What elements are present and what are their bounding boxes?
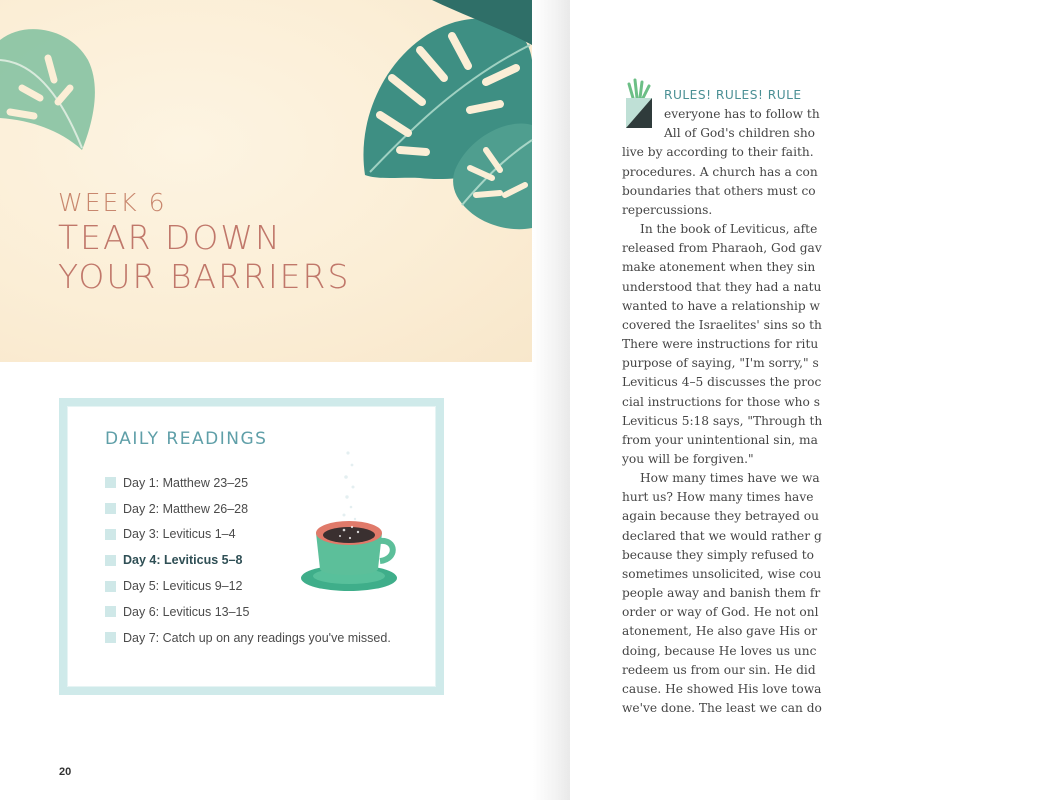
text-line: understood that they had a natu xyxy=(622,279,822,294)
text-line: live by according to their faith. xyxy=(622,145,814,160)
checkbox-icon[interactable] xyxy=(105,555,116,566)
page-number: 20 xyxy=(59,766,72,778)
text-line: procedures. A church has a con xyxy=(622,164,818,179)
reading-label: Day 4: Leviticus 5–8 xyxy=(123,553,243,568)
daily-readings-heading: DAILY READINGS xyxy=(105,429,268,449)
reading-label: Day 2: Matthew 26–28 xyxy=(123,501,249,516)
text-line: everyone has to follow th xyxy=(664,107,820,122)
reading-label: Day 6: Leviticus 13–15 xyxy=(123,604,250,619)
text-line: cial instructions for those who s xyxy=(622,394,820,409)
text-line: we've done. The least we can do xyxy=(622,701,822,715)
text-line: cause. He showed His love towa xyxy=(622,681,822,696)
reading-item-day-6 xyxy=(105,599,391,625)
week-title-line-1: TEAR DOWN xyxy=(58,218,282,257)
text-line: atonement, He also gave His or xyxy=(622,624,818,639)
reading-label: Day 3: Leviticus 1–4 xyxy=(123,527,236,542)
text-line: boundaries that others must co xyxy=(622,183,816,198)
reading-item-day-7 xyxy=(105,625,391,651)
body-text xyxy=(622,86,1042,718)
week-label: WEEK 6 xyxy=(58,188,167,217)
text-line: you will be forgiven." xyxy=(622,451,754,466)
hero-banner xyxy=(0,0,532,362)
reading-label: Day 5: Leviticus 9–12 xyxy=(123,579,243,594)
daily-readings-box xyxy=(59,398,444,695)
reading-label: Day 7: Catch up on any readings you've missed. xyxy=(123,630,391,645)
checkbox-icon[interactable] xyxy=(105,581,116,592)
text-line: Leviticus 5:18 says, "Through th xyxy=(622,413,823,428)
text-line: order or way of God. He not onl xyxy=(622,605,819,620)
text-line: repercussions. xyxy=(622,202,713,217)
leaf-top-left xyxy=(0,29,95,150)
text-line: because they simply refused to xyxy=(622,547,814,562)
checkbox-icon[interactable] xyxy=(105,477,116,488)
week-title-line-2: YOUR BARRIERS xyxy=(58,257,351,296)
text-line: wanted to have a relationship w xyxy=(622,298,820,313)
reading-label: Day 1: Matthew 23–25 xyxy=(123,475,249,490)
text-line: purpose of saying, "I'm sorry," s xyxy=(622,356,819,371)
coffee-cup-icon xyxy=(300,435,400,595)
text-line: doing, because He loves us unc xyxy=(622,643,817,658)
text-line: again because they betrayed ou xyxy=(622,509,819,524)
checkbox-icon[interactable] xyxy=(105,606,116,617)
text-line: people away and banish them fr xyxy=(622,586,821,601)
text-line: There were instructions for ritu xyxy=(622,337,819,352)
text-line: covered the Israelites' sins so th xyxy=(622,317,822,332)
checkbox-icon[interactable] xyxy=(105,503,116,514)
text-line: hurt us? How many times have xyxy=(622,490,814,505)
text-line: declared that we would rather g xyxy=(622,528,822,543)
text-line: In the book of Leviticus, afte xyxy=(640,222,818,237)
text-line: Leviticus 4–5 discusses the proc xyxy=(622,375,822,390)
text-line: from your unintentional sin, ma xyxy=(622,432,818,447)
week-title xyxy=(58,218,350,296)
text-line: sometimes unsolicited, wise cou xyxy=(622,566,822,581)
monstera-leaves-illustration xyxy=(0,0,532,362)
checkbox-icon[interactable] xyxy=(105,632,116,643)
checkbox-icon[interactable] xyxy=(105,529,116,540)
right-page xyxy=(570,0,823,800)
text-line: All of God's children sho xyxy=(664,126,816,141)
text-line: How many times have we wa xyxy=(640,471,820,486)
book-gutter xyxy=(533,0,570,800)
text-line: make atonement when they sin xyxy=(622,260,816,275)
text-line: released from Pharaoh, God gav xyxy=(622,241,822,256)
text-line: redeem us from our sin. He did xyxy=(622,662,816,677)
lead-in-text: RULES! RULES! RULE xyxy=(664,88,802,102)
